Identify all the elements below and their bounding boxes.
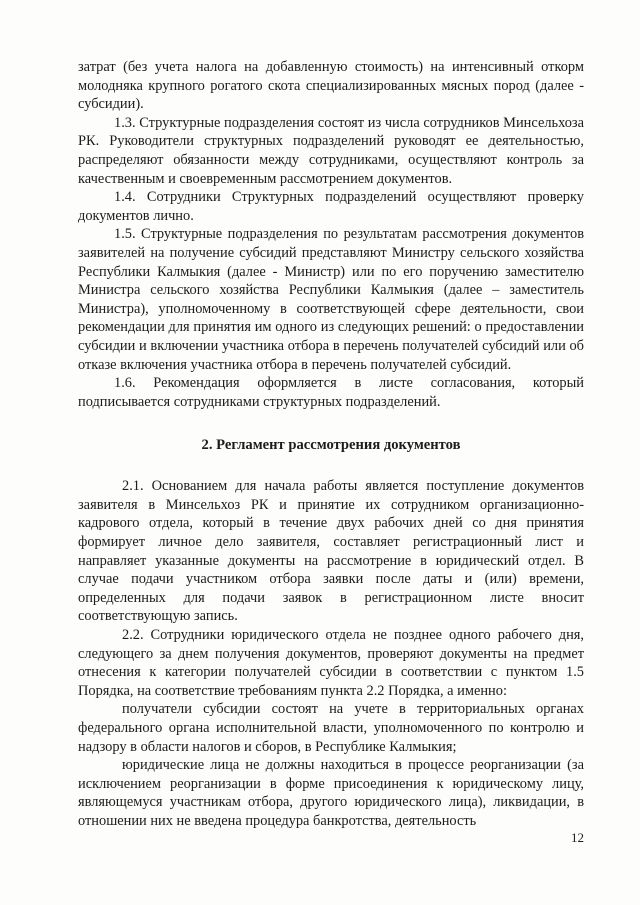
- requirement-tax-registration: получатели субсидии состоят на учете в территориальных органах федерального органа исполнительной власти, уполномоченного по контролю и надзору в области налогов и сборов, в Республике Калмыкия;: [78, 701, 584, 755]
- paragraph-1-3: 1.3. Структурные подразделения состоят из числа сотрудников Минсельхоза РК. Руководители структурных подразделений руководят ее деятельностью, распределяют обязанности между сотрудниками, осуществляют контроль за качественным и своевременным рассмотрением документов.: [78, 114, 584, 187]
- requirement-no-reorganization: юридические лица не должны находиться в процессе реорганизации (за исключением реорганизации в форме присоединения к юридическому лицу, являющемуся участникам отбора, другого юридического лица), ликвидации, в отношении них не введена процедура банкротства, деятельность: [78, 757, 584, 829]
- paragraph-1-6: 1.6. Рекомендация оформляется в листе согласования, который подписывается сотрудниками структурных подразделений.: [78, 375, 584, 410]
- document-body: [78, 58, 584, 831]
- paragraph-2-1: 2.1. Основанием для начала работы является поступление документов заявителя в Минсельхоз РК и принятие их сотрудником организационно-кадрового отдела, который в течение двух рабочих дней со дня принятия формирует личное дело заявителя, составляет регистрационный лист и направляет указанные документы на рассмотрение в юридический отдел. В случае подачи участником отбора заявки после даты и (или) времени, определенных для подачи заявок в регистрационном листе вносит соответствующую запись.: [78, 478, 584, 625]
- paragraph-1-4: 1.4. Сотрудники Структурных подразделений осуществляют проверку документов лично.: [78, 189, 584, 224]
- paragraph-continuation: затрат (без учета налога на добавленную стоимость) на интенсивный откорм молодняка крупного рогатого скота специализированных мясных пород (далее - субсидии).: [78, 59, 584, 113]
- paragraph-2-2: 2.2. Сотрудники юридического отдела не позднее одного рабочего дня, следующего за днем получения документов, проверяют документы на предмет отнесения к категории получателей субсидии в соответствии с пунктом 1.5 Порядка, на соответствие требованиям пункта 2.2 Порядка, а именно:: [78, 627, 584, 699]
- paragraph-1-5: 1.5. Структурные подразделения по результатам рассмотрения документов заявителей на получение субсидий представляют Министру сельского хозяйства Республики Калмыкия (далее - Министр) или по его поручению заместителю Министра сельского хозяйства Республики Калмыкия (далее – заместитель Министра), уполномоченному в соответствующей сфере деятельности, свои рекомендации для принятия им одного из следующих решений: о предоставлении субсидии и включении участника отбора в перечень получателей субсидий или об отказе включения участника отбора в перечень получателей субсидий.: [78, 226, 584, 373]
- section-heading: 2. Регламент рассмотрения документов: [201, 437, 461, 454]
- page-number: 12: [571, 830, 584, 845]
